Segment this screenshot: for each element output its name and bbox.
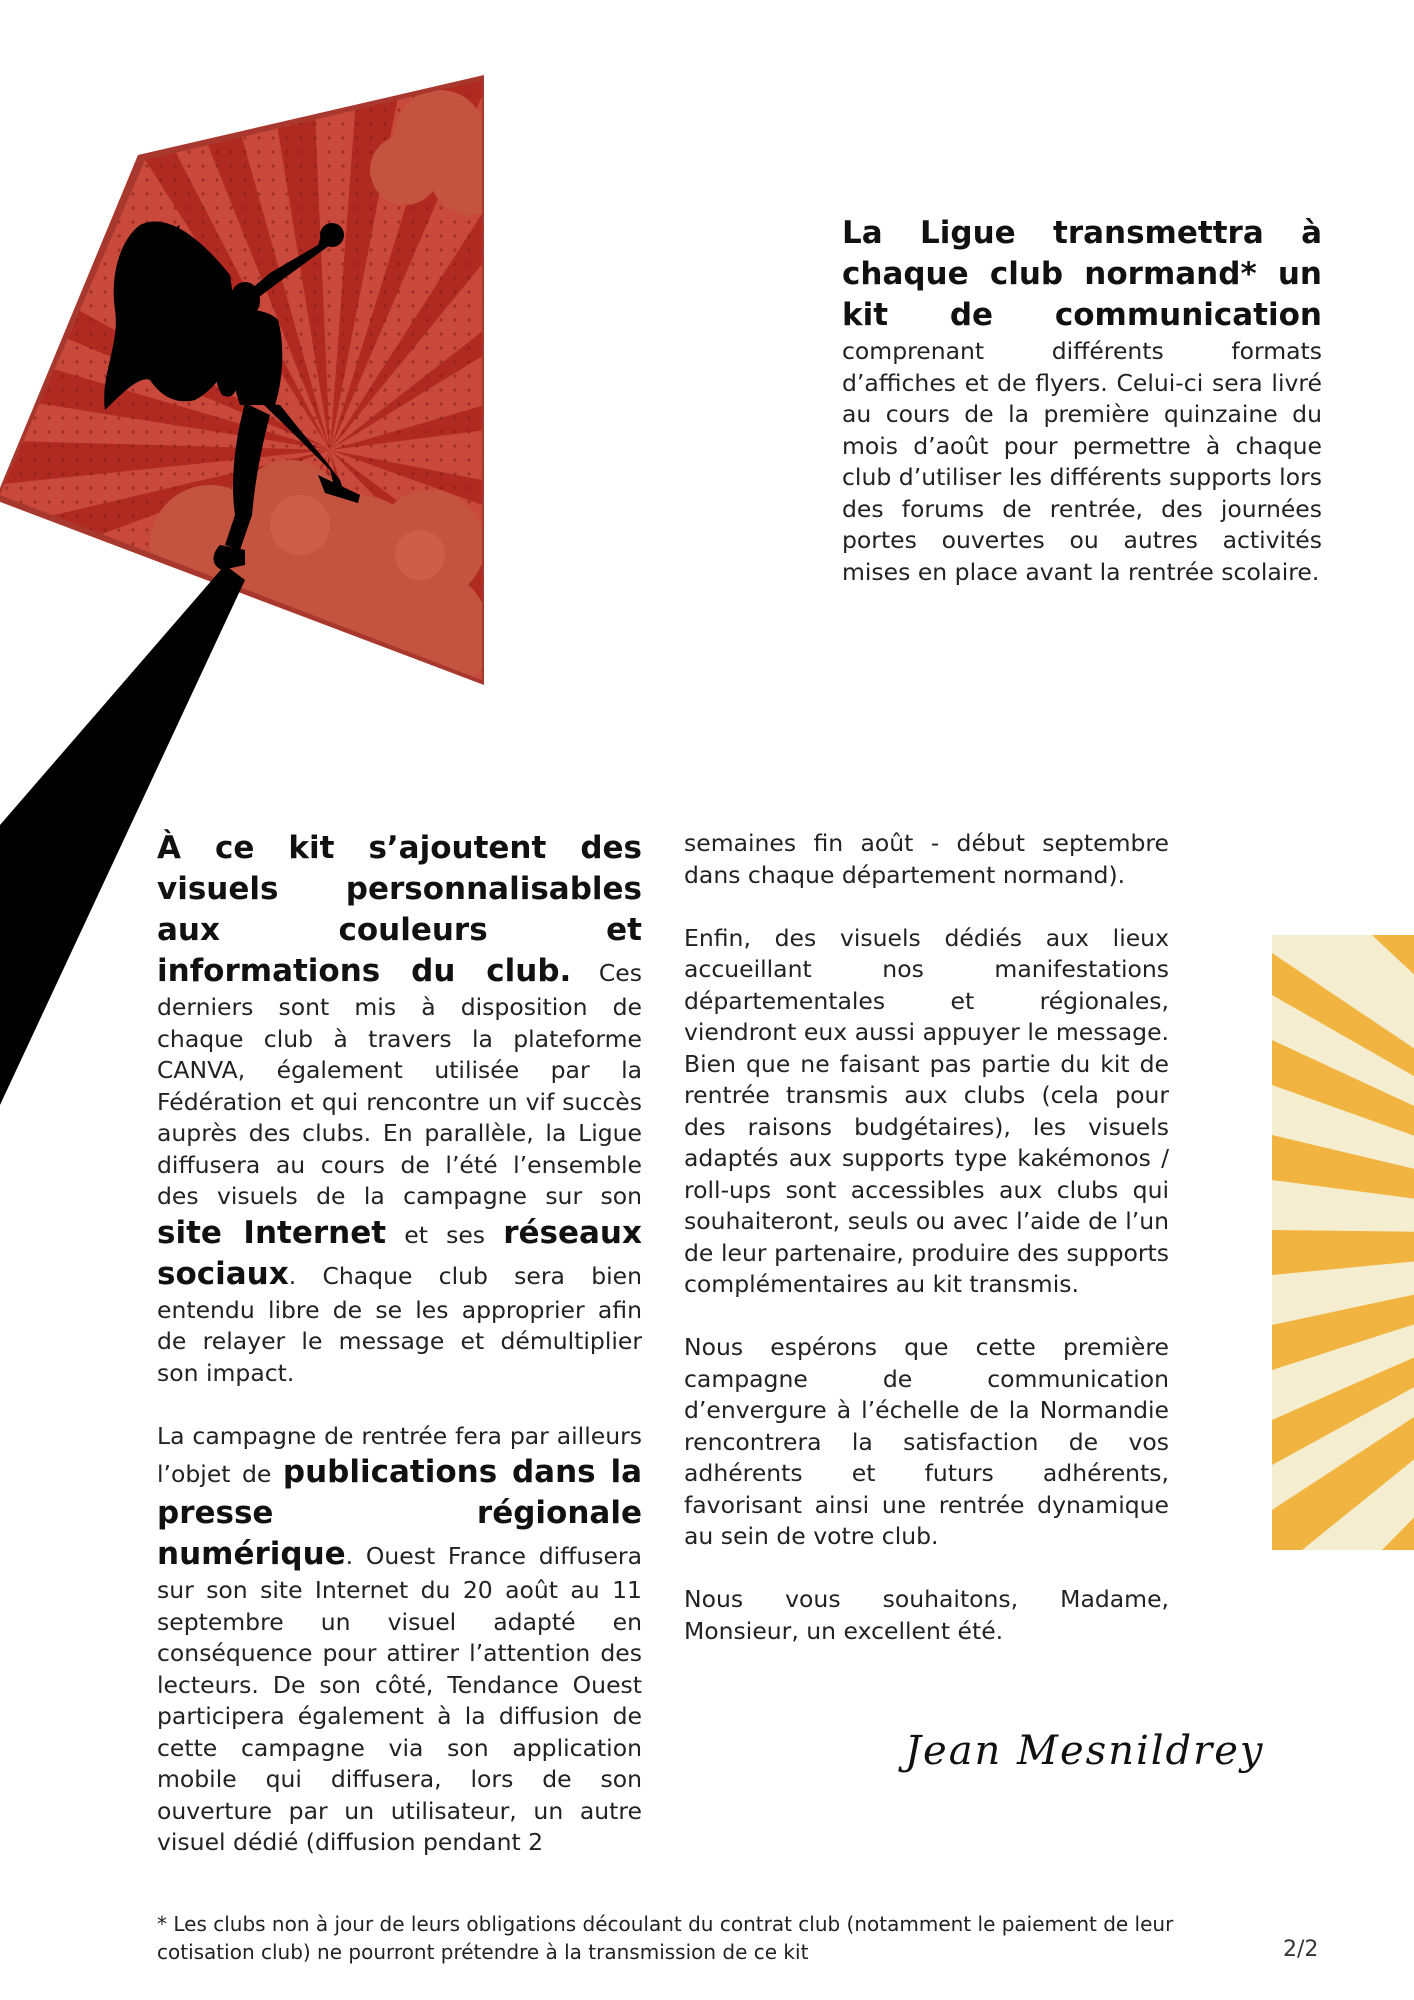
kit-visuals-paragraph bbox=[157, 828, 642, 1389]
page-number: 2/2 bbox=[1283, 1937, 1319, 1962]
press-end: . Ouest France diffusera sur son site Internet du 20 août au 11 septembre un visuel adapté en conséquence pour attirer l’attention des lecteurs. De son côté, Tendance Ouest participera également à la diffusion de cette campagne via son application mobile qui diffusera, lors de son ouverture par un utilisateur, un autre visuel dédié (diffusion pendant 2 bbox=[157, 1542, 642, 1856]
paragraph-weeks: semaines fin août - début septembre dans chaque département normand). bbox=[684, 829, 1169, 889]
paragraph-venue-visuals: Enfin, des visuels dédiés aux lieux accueillant nos manifestations départementales et régionales, viendront eux aussi appuyer le message. Bien que ne faisant pas partie du kit de rentrée transmis aux clubs (cela pour des raisons budgétaires), les visuels adaptés aux supports type kakémonos / roll-ups sont accessibles aux clubs qui souhaiteront, seuls ou avec l’aide de l’un de leur partenaire, produire des supports complémentaires au kit transmis. bbox=[684, 923, 1169, 1298]
kit-visuals-text: Ces derniers sont mis à disposition de chaque club à travers la plateforme CANVA, également utilisée par la Fédération et qui rencontre un vif succès auprès des clubs. En parallèle, la Ligue diffusera au cours de l’été l’ensemble des visuels de la campagne sur son bbox=[157, 959, 642, 1210]
kit-visuals-mid: et ses bbox=[386, 1220, 504, 1249]
intro-paragraph bbox=[842, 213, 1322, 588]
right-column bbox=[684, 828, 1169, 1679]
social-networks-emphasis: réseaux sociaux bbox=[157, 1214, 642, 1292]
paragraph-closing: Nous vous souhaitons, Madame, Monsieur, un excellent été. bbox=[684, 1585, 1169, 1645]
paragraph-hope: Nous espérons que cette première campagne de communication d’envergure à l’échelle de la Normandie rencontrera la satisfaction de vos adhérents et futurs adhérents, favorisant ainsi une rentrée dynamique au sein de votre club. bbox=[684, 1333, 1169, 1550]
kit-visuals-lead: À ce kit s’ajoutent des visuels personnalisables aux couleurs et informations du club. bbox=[157, 830, 642, 989]
intro-lead: La Ligue transmettra à chaque club normand* un kit de communication bbox=[842, 215, 1322, 333]
press-emphasis: publications dans la presse régionale numérique bbox=[157, 1454, 642, 1572]
signature: Jean Mesnildrey bbox=[905, 1728, 1265, 1774]
sunburst-rays-decoration bbox=[1272, 935, 1414, 1550]
left-column bbox=[157, 828, 642, 1859]
site-internet-emphasis: site Internet bbox=[157, 1214, 387, 1251]
intro-text: comprenant différents formats d’affiches et de flyers. Celui-ci sera livré au cours de la première quinzaine du mois d’août pour permettre à chaque club d’utiliser les différents supports lors des forums de rentrée, des journées portes ouvertes ou autres activités mises en place avant la rentrée scolaire. bbox=[842, 337, 1322, 586]
press-paragraph bbox=[157, 1421, 642, 1859]
kit-visuals-end: . Chaque club sera bien entendu libre de se les approprier afin de relayer le message et démultiplier son impact. bbox=[157, 1261, 642, 1387]
press-start: La campagne de rentrée fera par ailleurs l’objet de bbox=[157, 1421, 642, 1488]
footnote: * Les clubs non à jour de leurs obligations découlant du contrat club (notamment le paiement de leur cotisation club) ne pourront prétendre à la transmission de ce kit bbox=[157, 1912, 1174, 1964]
